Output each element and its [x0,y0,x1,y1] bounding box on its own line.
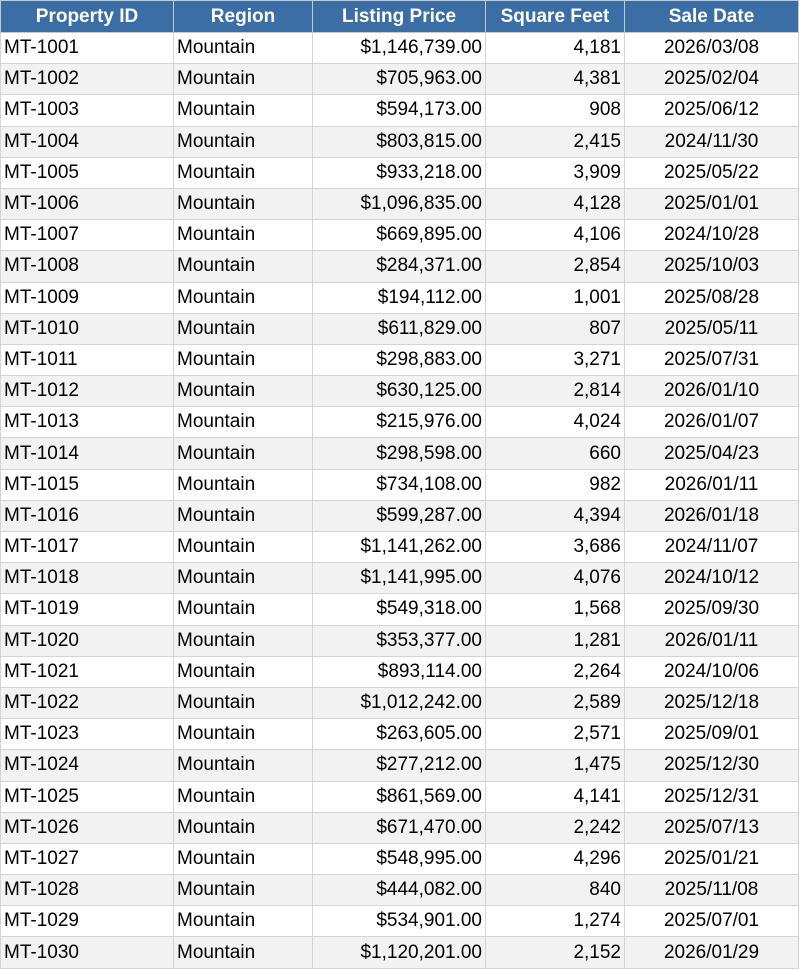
square-feet-cell[interactable]: 4,141 [486,781,625,812]
table-row [1,906,799,937]
property-id-cell[interactable]: MT-1004 [1,126,174,157]
property-id-cell[interactable]: MT-1005 [1,157,174,188]
table-row [1,843,799,874]
table-row [1,687,799,718]
listing-price-cell[interactable]: $599,287.00 [313,500,486,531]
listing-price-cell[interactable]: $669,895.00 [313,220,486,251]
table-row [1,344,799,375]
sale-date-cell[interactable]: 2025/11/08 [625,875,799,906]
property-id-cell[interactable]: MT-1018 [1,563,174,594]
region-cell[interactable]: Mountain [174,220,313,251]
table-row [1,33,799,64]
table-row [1,563,799,594]
sale-date-cell[interactable]: 2025/01/21 [625,843,799,874]
header-row [1,1,799,33]
property-id-cell[interactable]: MT-1019 [1,594,174,625]
table-row [1,282,799,313]
region-cell[interactable]: Mountain [174,719,313,750]
column-header-region[interactable]: Region [174,1,313,33]
column-header-property-id[interactable]: Property ID [1,1,174,33]
property-id-cell[interactable]: MT-1023 [1,719,174,750]
region-cell[interactable]: Mountain [174,875,313,906]
listing-price-cell[interactable]: $549,318.00 [313,594,486,625]
region-cell[interactable]: Mountain [174,843,313,874]
listing-price-cell[interactable]: $215,976.00 [313,407,486,438]
table-row [1,188,799,219]
sale-date-cell[interactable]: 2026/01/29 [625,937,799,968]
table-row [1,469,799,500]
listing-price-cell[interactable]: $594,173.00 [313,95,486,126]
property-id-cell[interactable]: MT-1002 [1,64,174,95]
region-cell[interactable]: Mountain [174,188,313,219]
listing-price-cell[interactable]: $1,120,201.00 [313,937,486,968]
property-id-cell[interactable]: MT-1028 [1,875,174,906]
table-row [1,781,799,812]
property-id-cell[interactable]: MT-1020 [1,625,174,656]
sale-date-cell[interactable]: 2025/05/22 [625,157,799,188]
sale-date-cell[interactable]: 2024/11/30 [625,126,799,157]
sale-date-cell[interactable]: 2025/07/01 [625,906,799,937]
square-feet-cell[interactable]: 4,394 [486,500,625,531]
property-id-cell[interactable]: MT-1024 [1,750,174,781]
square-feet-cell[interactable]: 2,242 [486,812,625,843]
table-row [1,376,799,407]
listing-price-cell[interactable]: $1,141,262.00 [313,532,486,563]
sale-date-cell[interactable]: 2026/01/18 [625,500,799,531]
square-feet-cell[interactable]: 660 [486,438,625,469]
sale-date-cell[interactable]: 2024/10/28 [625,220,799,251]
square-feet-cell[interactable]: 4,024 [486,407,625,438]
sale-date-cell[interactable]: 2025/07/31 [625,344,799,375]
sale-date-cell[interactable]: 2025/01/01 [625,188,799,219]
table-row [1,625,799,656]
table-row [1,937,799,968]
listing-price-cell[interactable]: $298,883.00 [313,344,486,375]
sale-date-cell[interactable]: 2024/10/12 [625,563,799,594]
listing-price-cell[interactable]: $548,995.00 [313,843,486,874]
region-cell[interactable]: Mountain [174,687,313,718]
square-feet-cell[interactable]: 4,106 [486,220,625,251]
region-cell[interactable]: Mountain [174,251,313,282]
table-row [1,251,799,282]
listing-price-cell[interactable]: $194,112.00 [313,282,486,313]
square-feet-cell[interactable]: 1,475 [486,750,625,781]
column-header-square-feet[interactable]: Square Feet [486,1,625,33]
property-id-cell[interactable]: MT-1001 [1,33,174,64]
region-cell[interactable]: Mountain [174,625,313,656]
region-cell[interactable]: Mountain [174,33,313,64]
sale-date-cell[interactable]: 2025/02/04 [625,64,799,95]
table-row [1,220,799,251]
table-row [1,126,799,157]
column-header-sale-date[interactable]: Sale Date [625,1,799,33]
sale-date-cell[interactable]: 2026/01/11 [625,625,799,656]
region-cell[interactable]: Mountain [174,656,313,687]
property-id-cell[interactable]: MT-1010 [1,313,174,344]
listing-price-cell[interactable]: $734,108.00 [313,469,486,500]
property-id-cell[interactable]: MT-1012 [1,376,174,407]
square-feet-cell[interactable]: 1,568 [486,594,625,625]
region-cell[interactable]: Mountain [174,937,313,968]
square-feet-cell[interactable]: 908 [486,95,625,126]
region-cell[interactable]: Mountain [174,438,313,469]
table-row [1,750,799,781]
square-feet-cell[interactable]: 982 [486,469,625,500]
table-row [1,532,799,563]
listing-price-cell[interactable]: $611,829.00 [313,313,486,344]
sale-date-cell[interactable]: 2026/01/10 [625,376,799,407]
property-id-cell[interactable]: MT-1011 [1,344,174,375]
region-cell[interactable]: Mountain [174,376,313,407]
square-feet-cell[interactable]: 1,274 [486,906,625,937]
region-cell[interactable]: Mountain [174,500,313,531]
table-row [1,875,799,906]
square-feet-cell[interactable]: 2,854 [486,251,625,282]
square-feet-cell[interactable]: 807 [486,313,625,344]
square-feet-cell[interactable]: 2,152 [486,937,625,968]
sale-date-cell[interactable]: 2025/12/18 [625,687,799,718]
sale-date-cell[interactable]: 2025/07/13 [625,812,799,843]
table-row [1,407,799,438]
table-row [1,500,799,531]
property-id-cell[interactable]: MT-1015 [1,469,174,500]
property-id-cell[interactable]: MT-1026 [1,812,174,843]
region-cell[interactable]: Mountain [174,594,313,625]
region-cell[interactable]: Mountain [174,812,313,843]
property-id-cell[interactable]: MT-1022 [1,687,174,718]
listing-price-cell[interactable]: $1,146,739.00 [313,33,486,64]
sale-date-cell[interactable]: 2025/06/12 [625,95,799,126]
region-cell[interactable]: Mountain [174,532,313,563]
listing-price-cell[interactable]: $933,218.00 [313,157,486,188]
region-cell[interactable]: Mountain [174,469,313,500]
listing-price-cell[interactable]: $284,371.00 [313,251,486,282]
listing-price-cell[interactable]: $298,598.00 [313,438,486,469]
listing-price-cell[interactable]: $861,569.00 [313,781,486,812]
region-cell[interactable]: Mountain [174,781,313,812]
listing-price-cell[interactable]: $803,815.00 [313,126,486,157]
square-feet-cell[interactable]: 4,076 [486,563,625,594]
square-feet-cell[interactable]: 2,264 [486,656,625,687]
sale-date-cell[interactable]: 2025/04/23 [625,438,799,469]
sale-date-cell[interactable]: 2025/12/31 [625,781,799,812]
region-cell[interactable]: Mountain [174,344,313,375]
property-id-cell[interactable]: MT-1013 [1,407,174,438]
square-feet-cell[interactable]: 2,814 [486,376,625,407]
table-row [1,656,799,687]
property-id-cell[interactable]: MT-1007 [1,220,174,251]
table-row [1,812,799,843]
listing-price-cell[interactable]: $1,012,242.00 [313,687,486,718]
listing-price-cell[interactable]: $1,096,835.00 [313,188,486,219]
square-feet-cell[interactable]: 2,589 [486,687,625,718]
square-feet-cell[interactable]: 4,181 [486,33,625,64]
region-cell[interactable]: Mountain [174,563,313,594]
square-feet-cell[interactable]: 3,909 [486,157,625,188]
property-id-cell[interactable]: MT-1003 [1,95,174,126]
table-row [1,95,799,126]
property-id-cell[interactable]: MT-1006 [1,188,174,219]
table-row [1,719,799,750]
sale-date-cell[interactable]: 2024/11/07 [625,532,799,563]
table-row [1,64,799,95]
property-id-cell[interactable]: MT-1009 [1,282,174,313]
property-id-cell[interactable]: MT-1025 [1,781,174,812]
square-feet-cell[interactable]: 1,001 [486,282,625,313]
column-header-listing-price[interactable]: Listing Price [313,1,486,33]
listing-price-cell[interactable]: $444,082.00 [313,875,486,906]
sale-date-cell[interactable]: 2026/01/07 [625,407,799,438]
square-feet-cell[interactable]: 3,686 [486,532,625,563]
sale-date-cell[interactable]: 2025/09/30 [625,594,799,625]
listing-price-cell[interactable]: $705,963.00 [313,64,486,95]
square-feet-cell[interactable]: 2,571 [486,719,625,750]
listing-price-cell[interactable]: $671,470.00 [313,812,486,843]
square-feet-cell[interactable]: 3,271 [486,344,625,375]
region-cell[interactable]: Mountain [174,95,313,126]
listing-price-cell[interactable]: $1,141,995.00 [313,563,486,594]
sale-date-cell[interactable]: 2025/09/01 [625,719,799,750]
square-feet-cell[interactable]: 4,296 [486,843,625,874]
property-id-cell[interactable]: MT-1030 [1,937,174,968]
listing-price-cell[interactable]: $534,901.00 [313,906,486,937]
region-cell[interactable]: Mountain [174,750,313,781]
sale-date-cell[interactable]: 2024/10/06 [625,656,799,687]
sale-date-cell[interactable]: 2025/08/28 [625,282,799,313]
region-cell[interactable]: Mountain [174,282,313,313]
region-cell[interactable]: Mountain [174,126,313,157]
region-cell[interactable]: Mountain [174,906,313,937]
square-feet-cell[interactable]: 2,415 [486,126,625,157]
property-id-cell[interactable]: MT-1016 [1,500,174,531]
square-feet-cell[interactable]: 4,381 [486,64,625,95]
sale-date-cell[interactable]: 2025/12/30 [625,750,799,781]
region-cell[interactable]: Mountain [174,64,313,95]
table-row [1,157,799,188]
property-id-cell[interactable]: MT-1021 [1,656,174,687]
region-cell[interactable]: Mountain [174,157,313,188]
sale-date-cell[interactable]: 2025/10/03 [625,251,799,282]
square-feet-cell[interactable]: 1,281 [486,625,625,656]
listing-price-cell[interactable]: $893,114.00 [313,656,486,687]
listing-price-cell[interactable]: $353,377.00 [313,625,486,656]
sale-date-cell[interactable]: 2026/01/11 [625,469,799,500]
region-cell[interactable]: Mountain [174,407,313,438]
property-id-cell[interactable]: MT-1014 [1,438,174,469]
property-id-cell[interactable]: MT-1029 [1,906,174,937]
listing-price-cell[interactable]: $263,605.00 [313,719,486,750]
sale-date-cell[interactable]: 2025/05/11 [625,313,799,344]
square-feet-cell[interactable]: 840 [486,875,625,906]
table-row [1,438,799,469]
region-cell[interactable]: Mountain [174,313,313,344]
table-body [1,33,799,969]
table-row [1,594,799,625]
sale-date-cell[interactable]: 2026/03/08 [625,33,799,64]
property-id-cell[interactable]: MT-1027 [1,843,174,874]
table-row [1,313,799,344]
square-feet-cell[interactable]: 4,128 [486,188,625,219]
listing-price-cell[interactable]: $277,212.00 [313,750,486,781]
listing-price-cell[interactable]: $630,125.00 [313,376,486,407]
property-id-cell[interactable]: MT-1017 [1,532,174,563]
property-id-cell[interactable]: MT-1008 [1,251,174,282]
